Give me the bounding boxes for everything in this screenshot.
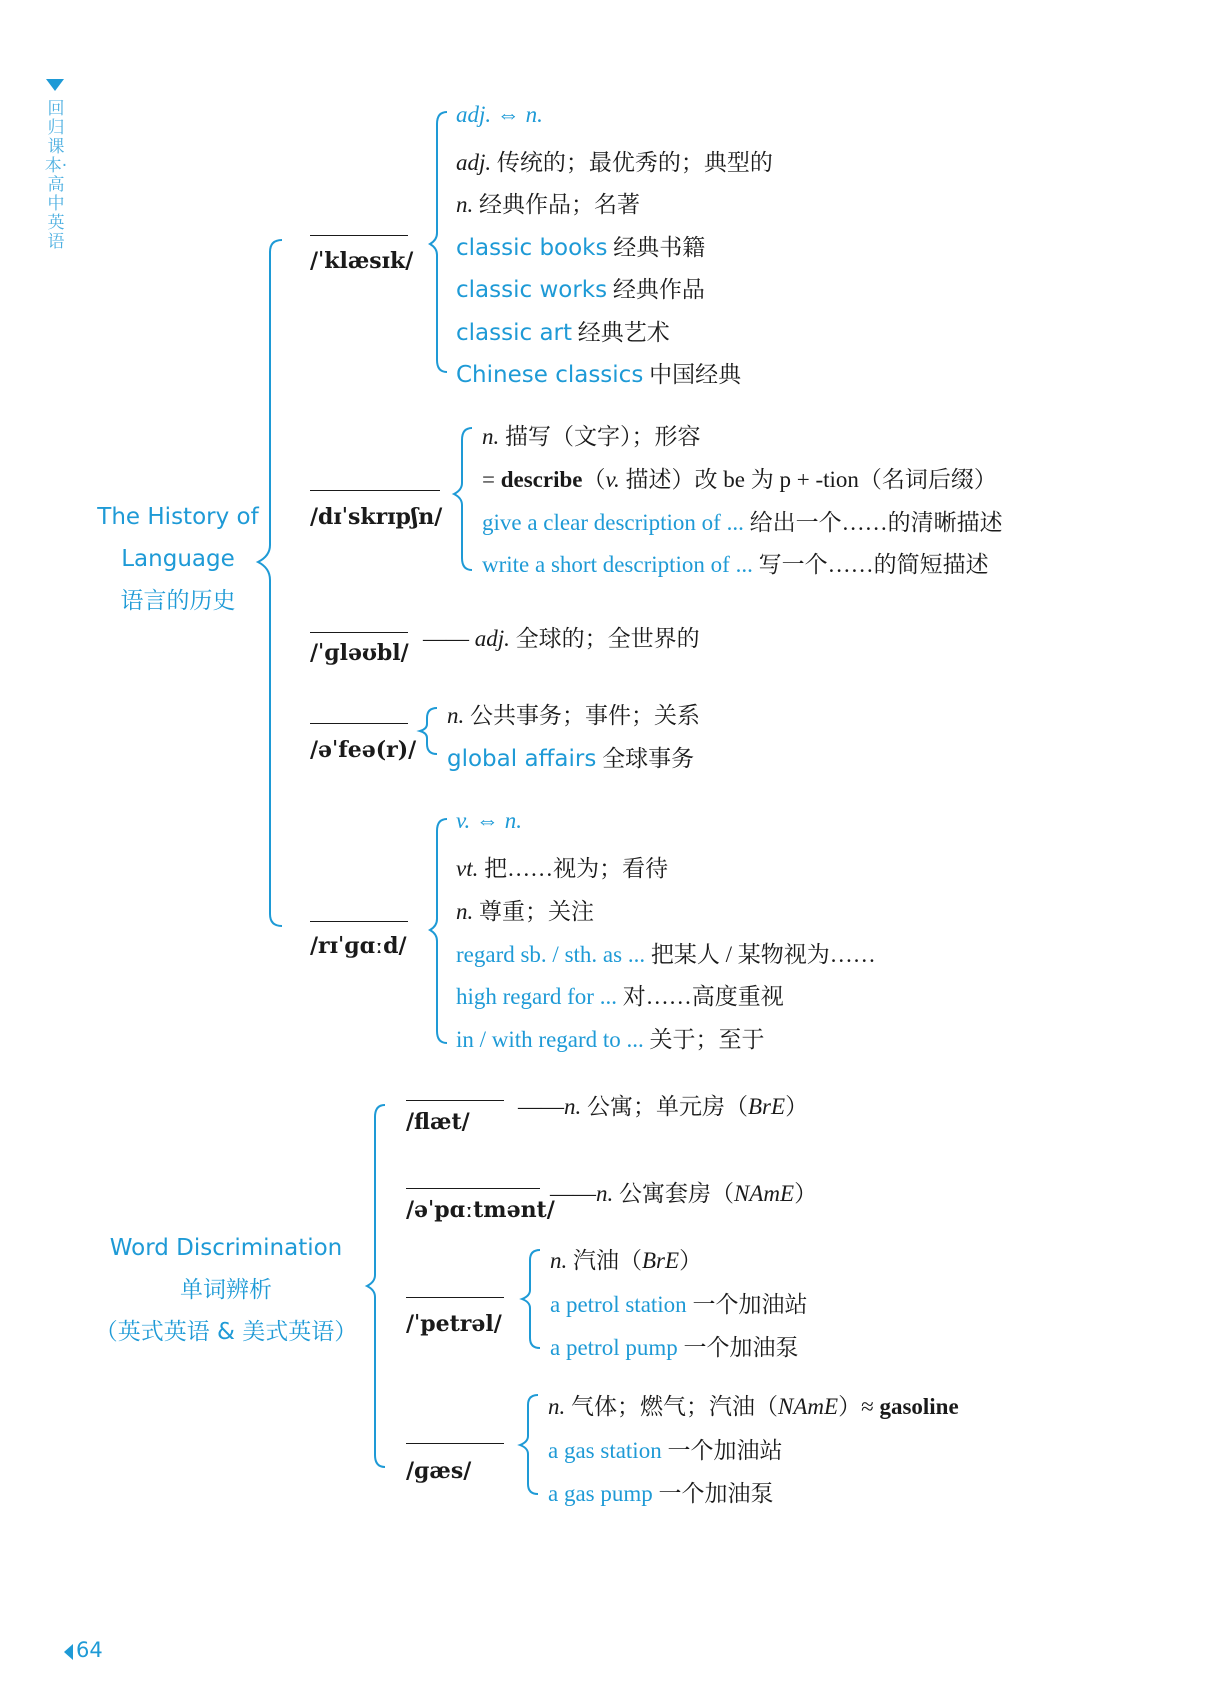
classic-sense-2 [456, 186, 640, 219]
pos-label: n. [456, 899, 474, 924]
regard-phonetic: /rɪˈɡɑːd/ [310, 933, 407, 959]
phrase-en: classic art [456, 320, 573, 346]
history-title-line-2: Language [121, 546, 235, 572]
phrase-en: regard sb. / sth. as ... [456, 942, 646, 967]
triangle-marker [46, 79, 64, 91]
gas-phrase-1 [548, 1432, 782, 1465]
sense-text: 把……视为；看待 [478, 856, 669, 881]
pos-arrow: ⇔ [496, 102, 520, 127]
global-blank [310, 632, 408, 633]
variety-label: NAmE [734, 1181, 795, 1206]
phrase-en: in / with regard to ... [456, 1027, 644, 1052]
sense-text: 描写（文字）；形容 [499, 424, 701, 449]
affair-blank [310, 723, 408, 724]
phrase-zh: 写一个……的简短描述 [752, 552, 989, 577]
regard-sense-1 [456, 850, 668, 883]
phrase-zh: 一个加油泵 [677, 1335, 799, 1360]
dash-connector: —— [423, 626, 469, 651]
pos-label: n. [482, 424, 500, 449]
phrase-en: Chinese classics [456, 362, 644, 388]
petrol-phonetic: /ˈpetrəl/ [406, 1311, 502, 1337]
phrase-zh: 一个加油站 [686, 1292, 808, 1317]
petrol-phrase-2 [550, 1329, 799, 1362]
classic-phrase-1 [456, 229, 705, 262]
sense-text: 传统的；最优秀的；典型的 [491, 150, 773, 175]
paren-close: ） [794, 1181, 818, 1206]
phrase-en: high regard for ... [456, 984, 617, 1009]
pos-label: adj. [474, 626, 510, 651]
affair-sense-1 [447, 697, 700, 730]
derivation-text: 描述）改 be 为 p + -tion（名词后缀） [619, 467, 997, 492]
phrase-zh: 经典艺术 [572, 320, 670, 345]
description-blank [310, 490, 440, 491]
classic-bracket [430, 112, 447, 372]
classic-phrase-2 [456, 271, 705, 304]
phrase-zh: 关于；至于 [643, 1027, 765, 1052]
pos-label: n. [596, 1181, 614, 1206]
regard-sense-2 [456, 893, 594, 926]
gas-phrase-2 [548, 1475, 774, 1508]
variety-label: BrE [642, 1248, 680, 1273]
variety-label: NAmE [778, 1394, 839, 1419]
side-label: 回归课本·高中英语 [44, 99, 68, 252]
pos-label: n. [550, 1248, 568, 1273]
pos-from: adj. [456, 102, 492, 127]
phrase-zh: 把某人 / 某物视为…… [645, 942, 876, 967]
paren-close: ） [785, 1094, 809, 1119]
sense-text: 公寓套房（ [613, 1181, 734, 1206]
global-phonetic: /ˈɡləʊbl/ [310, 640, 409, 666]
page-number: 64 [76, 1638, 103, 1662]
petrol-sense-1 [550, 1242, 702, 1275]
gas-brace [520, 1395, 538, 1494]
phrase-zh: 对……高度重视 [616, 984, 784, 1009]
phrase-en: a petrol pump [550, 1335, 678, 1360]
regard-bracket [430, 819, 447, 1043]
global-sense-1 [423, 620, 700, 653]
pos-label: n. [456, 192, 474, 217]
regard-phrase-1 [456, 936, 876, 969]
history-title-line-3: 语言的历史 [120, 588, 236, 614]
phrase-en: a petrol station [550, 1292, 687, 1317]
discrimination-title-line-2: 单词辨析 [180, 1277, 272, 1303]
sense-text: 公寓；单元房（ [581, 1094, 748, 1119]
sense-text: 尊重；关注 [473, 899, 594, 924]
discrimination-brace [367, 1105, 385, 1467]
sense-text: 经典作品；名著 [473, 192, 640, 217]
regard-phrase-2 [456, 978, 784, 1011]
classic-sense-1 [456, 144, 773, 177]
phrase-zh: 一个加油站 [661, 1438, 783, 1463]
phrase-zh: 经典书籍 [607, 235, 706, 260]
regard-blank [310, 921, 408, 922]
gas-phonetic: /ɡæs/ [406, 1458, 472, 1484]
phrase-zh: 给出一个……的清晰描述 [743, 510, 1003, 535]
petrol-phrase-1 [550, 1286, 807, 1319]
phrase-en: a gas pump [548, 1481, 653, 1506]
dash-connector: —— [518, 1094, 564, 1119]
sense-text: 汽油（ [567, 1248, 642, 1273]
classic-phrase-3 [456, 314, 670, 347]
petrol-brace [522, 1250, 540, 1348]
phrase-en: write a short description of ... [482, 552, 753, 577]
apartment-phonetic: /əˈpɑːtmənt/ [406, 1197, 555, 1223]
description-sense-1 [482, 418, 701, 451]
eq-sign: = [482, 467, 501, 492]
pos-label: n. [447, 703, 465, 728]
paren: （ [582, 467, 606, 492]
classic-phrase-4 [456, 356, 741, 389]
phrase-zh: 经典作品 [607, 277, 705, 302]
dash-connector: —— [550, 1181, 596, 1206]
phrase-en: global affairs [447, 746, 597, 772]
classic-pos-change [456, 102, 543, 128]
pos-label: adj. [456, 150, 492, 175]
description-brace [454, 428, 472, 570]
regard-pos-change [456, 808, 522, 834]
page-arrow-icon [64, 1644, 73, 1660]
gas-sense-1 [548, 1388, 959, 1421]
phrase-zh: 一个加油泵 [652, 1481, 774, 1506]
phrase-zh: 中国经典 [643, 362, 742, 387]
pos-from: v. [456, 808, 471, 833]
phrase-en: classic works [456, 277, 608, 303]
discrimination-title-line-3: （英式英语 & 美式英语） [94, 1319, 358, 1345]
affair-phrase-1 [447, 740, 694, 773]
discrimination-title-line-1: Word Discrimination [109, 1235, 343, 1261]
affair-brace [420, 708, 437, 754]
synonym: gasoline [879, 1394, 959, 1419]
petrol-blank [406, 1297, 504, 1298]
history-section-title [88, 496, 268, 622]
phrase-en: classic books [456, 235, 608, 261]
flat-blank [406, 1100, 504, 1101]
pos-label: n. [548, 1394, 566, 1419]
sense-text: 公共事务；事件；关系 [464, 703, 700, 728]
pos-label: vt. [456, 856, 479, 881]
phrase-zh: 全球事务 [596, 746, 695, 771]
description-phonetic: /dɪˈskrɪpʃn/ [310, 504, 443, 530]
description-derivation [482, 461, 997, 494]
phrase-en: give a clear description of ... [482, 510, 744, 535]
variety-label: BrE [748, 1094, 786, 1119]
description-phrase-2 [482, 546, 989, 579]
sense-text: 气体；燃气；汽油（ [565, 1394, 778, 1419]
apartment-blank [406, 1188, 540, 1189]
pos-label: n. [564, 1094, 582, 1119]
base-word: describe [500, 467, 583, 492]
classic-blank [310, 235, 408, 236]
pos-to: n. [504, 808, 523, 833]
sense-text: 全球的；全世界的 [509, 626, 700, 651]
classic-phonetic: /ˈklæsɪk/ [310, 248, 414, 274]
gas-blank [406, 1443, 504, 1444]
pos-arrow: ⇔ [476, 808, 500, 833]
discrimination-section-title [86, 1227, 366, 1353]
flat-phonetic: /flæt/ [406, 1109, 470, 1135]
regard-phrase-3 [456, 1021, 765, 1054]
description-phrase-1 [482, 504, 1003, 537]
phrase-en: a gas station [548, 1438, 662, 1463]
history-title-line-1: The History of [97, 504, 259, 530]
paren-close: ）≈ [838, 1394, 880, 1419]
apartment-sense-1 [550, 1175, 817, 1208]
affair-phonetic: /əˈfeə(r)/ [310, 737, 417, 763]
flat-sense-1 [518, 1088, 808, 1121]
paren-close: ） [679, 1248, 703, 1273]
pos-label: v. [605, 467, 620, 492]
pos-to: n. [525, 102, 543, 127]
